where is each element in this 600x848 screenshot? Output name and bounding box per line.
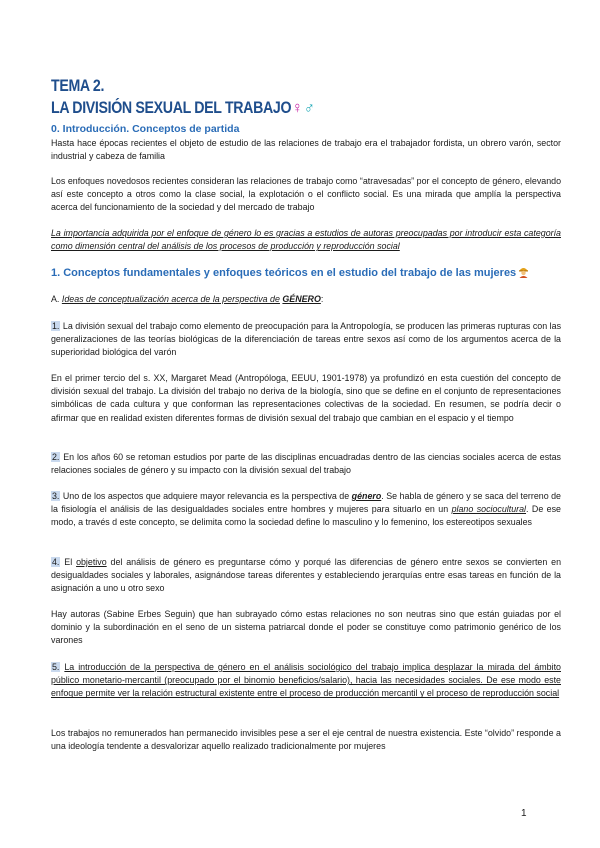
subsection-a-heading [51,293,561,306]
subsection-a-text: Ideas de conceptualización acerca de la perspectiva de [61,294,280,304]
paragraph-6: Hay autoras (Sabine Erbes Seguin) que han subrayado cómo estas relaciones no son neutras sino que están guiadas por el dominio y la subordinación en el seno de un sistema patriarcal donde el poder se constituye como patrimonio genérico de los varones [51,609,561,646]
title-text: LA DIVISIÓN SEXUAL DEL TRABAJO [51,99,292,117]
paragraph-5-text-a: El [64,557,73,567]
venus-icon: ♀ [292,99,303,117]
paragraph-1 [51,320,561,360]
paragraph-1-text: La división sexual del trabajo como elemento de preocupación para la Antropología, se producen las primeras rupturas con las generalizaciones de las teorías biológicas de la diferenciación de tareas entre sexos así como de los argumentos acerca de la superioridad biológica del varón [51,321,562,358]
paragraph-4-number: 3. [52,491,60,501]
paragraph-3-text: En los años 60 se retoman estudios por parte de las disciplinas encuadradas dentro de las ciencias sociales acerca de estas relaciones sociales de género y su impacto con la división sexual del trabajo [51,452,561,476]
intro-paragraph-2: Los enfoques novedosos recientes consideran las relaciones de trabajo como “atravesadas” por el concepto de género, elevando así este concepto a otros como la clase social, la explotación o el conflicto social. Es una mirada que amplía la perspectiva acerca del funcionamiento de la sociedad y del mercado de trabajo [51,176,561,213]
paragraph-8: Los trabajos no remunerados han permanecido invisibles pese a ser el eje central de nuestra existencia. Este “olvido” responde a una ideología tendente a desvalorizar aquello realizado tradicionalmente por mujeres [51,728,561,752]
worker-icon [518,266,529,278]
page-number: 1 [521,808,527,819]
paragraph-4-text-b: . Se habla de género y se saca del terreno de la fisiología el análisis de las desigualdades sociales entre hombres y mujeres para situarlo en un [51,491,561,515]
paragraph-4-plano: plano sociocultural [451,504,527,515]
paragraph-2: En el primer tercio del s. XX, Margaret Mead (Antropóloga, EEUU, 1901-1978) ya profundizó en esta cuestión del concepto de división sexual del trabajo. La división del trabajo no deriva de la biología, sino que se define en el conjunto de representaciones simbólicas de cada cultura y que conforman las representaciones colectivas de la sociedad. En resumen, se podría decir o afirmar que en realidad existen diferentes formas de división sexual del trabajo que cambian en el espacio y el tiempo [51,373,561,423]
title-line-2 [51,99,314,118]
subsection-a-bold: GÉNERO [282,294,321,304]
subsection-a-prefix: A. [51,294,60,304]
mars-icon: ♂ [304,99,315,117]
paragraph-5-number: 4. [52,557,60,567]
paragraph-5 [51,556,561,596]
intro-paragraph-3: La importancia adquirida por el enfoque de género lo es gracias a estudios de autoras preocupadas por introducir esta categoría como dimensión central del análisis de los procesos de producción y reproducción social [51,228,561,252]
paragraph-4-text-a: Uno de los aspectos que adquiere mayor relevancia es la perspectiva de [62,491,350,501]
paragraph-7 [51,661,561,701]
section-1-heading-text: 1. Conceptos fundamentales y enfoques teóricos en el estudio del trabajo de las mujeres [51,267,517,279]
subsection-a-colon: : [320,294,324,304]
intro-heading: 0. Introducción. Conceptos de partida [51,123,240,135]
paragraph-4-genero: género [351,491,382,501]
paragraph-3 [51,451,561,477]
paragraph-7-number: 5. [52,662,60,672]
paragraph-1-number: 1. [52,321,60,331]
paragraph-3-number: 2. [52,452,60,462]
paragraph-5-text-b: del análisis de género es preguntarse cómo y porqué las diferencias de género entre sexos se convierten en desigualdades sociales y laborales, asignándose tareas diferentes y estableciendo jerarquías entre esas tareas en función de la asignación a uno u otro sexo [51,557,562,594]
paragraph-7-text: La introducción de la perspectiva de género en el análisis sociológico del trabajo implica desplazar la mirada del ámbito público monetario-mercantil (preocupado por el binomio beneficios/salario), hacia las necesidades sociales. De ese modo este enfoque permite ver la relación estructural existente entre el proceso de producción mercantil y el proceso de reproducción social [51,662,561,699]
paragraph-5-objetivo: objetivo [76,557,107,567]
paragraph-4-text-c: . De ese modo, a través d este concepto, se delimita como la sociedad define lo masculino y lo femenino, los estereotipos sexuales [51,504,561,528]
intro-paragraph-1: Hasta hace épocas recientes el objeto de estudio de las relaciones de trabajo era el trabajador fordista, un obrero varón, sector industrial y cabeza de familia [51,138,561,162]
section-1-heading [51,266,529,279]
title-line-1: TEMA 2. [51,77,105,95]
paragraph-4 [51,490,561,530]
